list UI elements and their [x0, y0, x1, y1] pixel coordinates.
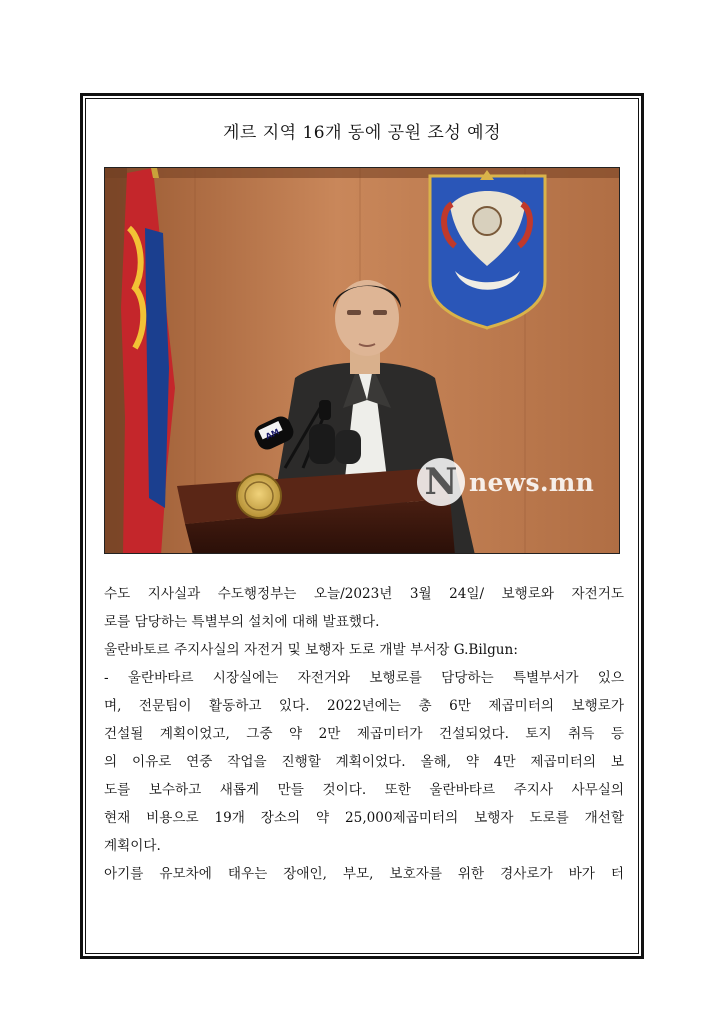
body-line: 아기를 유모차에 태우는 장애인, 부모, 보호자를 위한 경사로가 바가 터 [104, 866, 624, 882]
body-line: 현재 비용으로 19개 장소의 약 25,000제곱미터의 보행자 도로를 개선할 [104, 810, 624, 826]
body-line: 울란바토르 주지사실의 자전거 및 보행자 도로 개발 부서장 G.Bilgun: [104, 642, 518, 658]
body-line: 계획이다. [104, 838, 161, 854]
article-photo [104, 167, 620, 554]
article-body [104, 580, 624, 888]
body-line: 로를 담당하는 특별부의 설치에 대해 발표했다. [104, 614, 380, 630]
body-line: 도를 보수하고 새롭게 만들 것이다. 또한 울란바타르 주지사 사무실의 [104, 782, 624, 798]
podium-seal [237, 474, 281, 518]
article-title: 게르 지역 16개 동에 공원 조성 예정 [222, 123, 502, 143]
body-line: - 울란바타르 시장실에는 자전거와 보행로를 담당하는 특별부서가 있으 [104, 670, 624, 686]
body-line: 건설될 계획이었고, 그중 약 2만 제곱미터가 건설되었다. 토지 취득 등 [104, 726, 624, 742]
news-watermark [417, 458, 594, 506]
body-line: 의 이유로 연중 작업을 진행할 계획이었다. 올해, 약 4만 제곱미터의 보 [104, 754, 624, 770]
watermark-logo-circle: N [417, 458, 465, 506]
svg-text:AM: AM [264, 427, 281, 442]
body-line: 며, 전문팀이 활동하고 있다. 2022년에는 총 6만 제곱미터의 보행로가 [104, 698, 624, 714]
body-line: 수도 지사실과 수도행정부는 오늘/2023년 3월 24일/ 보행로와 자전거도 [104, 586, 624, 602]
watermark-text: news.mn [469, 467, 595, 497]
ulaanbaatar-emblem [430, 170, 545, 328]
